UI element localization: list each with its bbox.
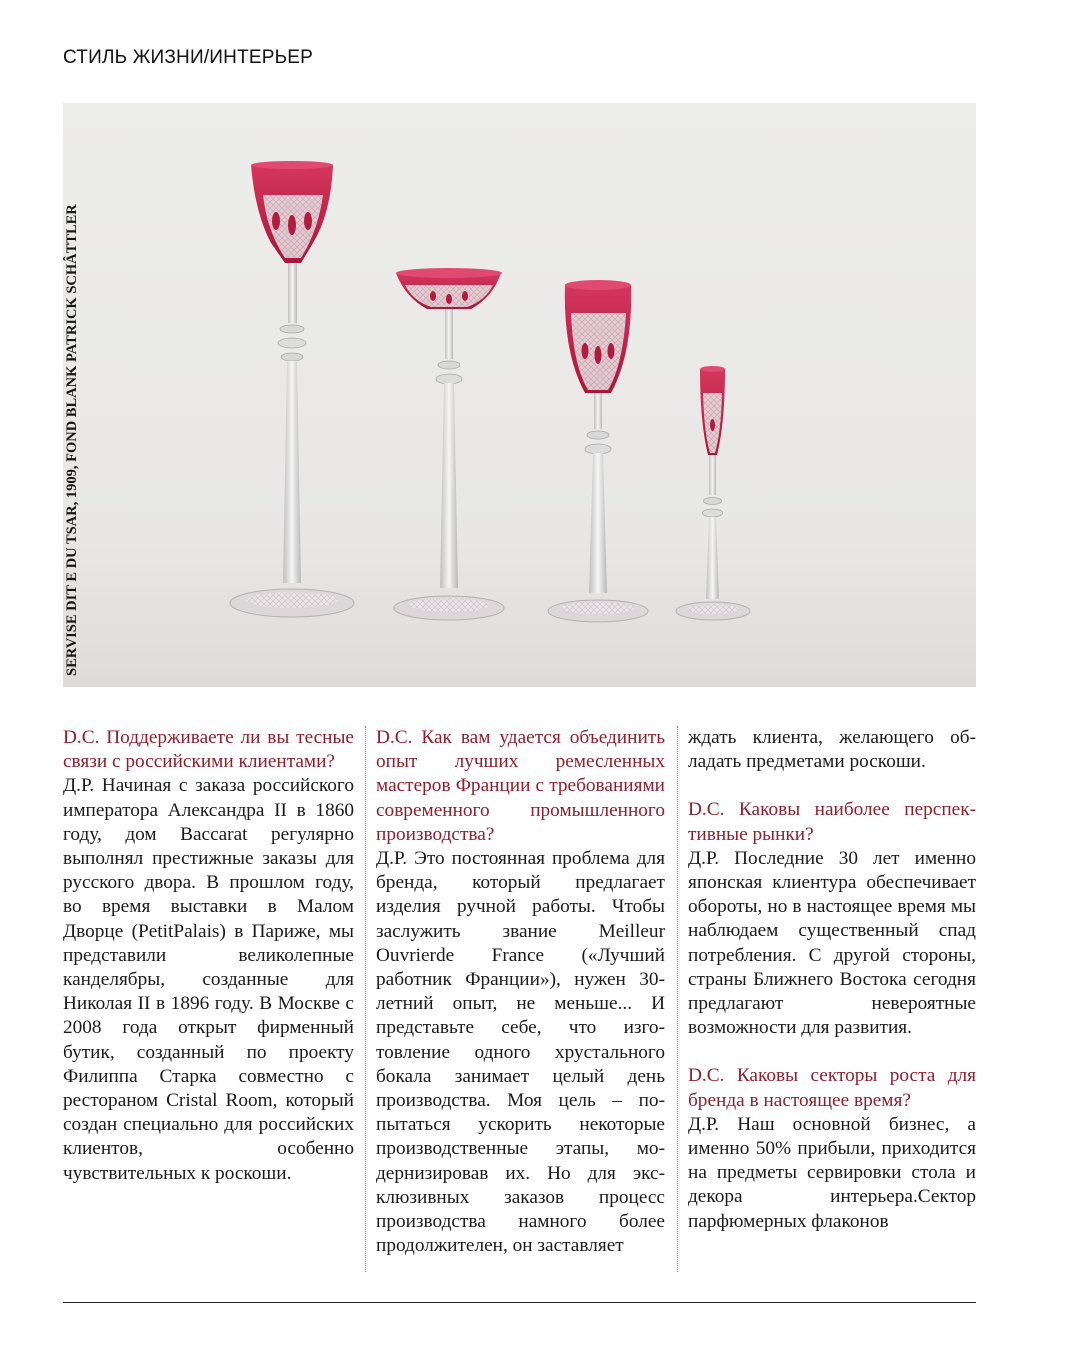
article-column-3: [688, 726, 976, 1234]
interview-answer: Д.Р. Последние 30 лет именно японская клиентура обеспечивает обороты, но в настоящее время мы наблюдаем существенный спад потребления. С другой стороны, страны Ближнего Востока сегодня предлагают невероятные возможности для развития.: [688, 847, 976, 1039]
interview-question: D.C. Как вам удается объединить опыт лучших ремесленных мастеров Франции с требованиями современного промышленного производства?: [376, 727, 665, 845]
section-header: СТИЛЬ ЖИЗНИ/ИНТЕРЬЕР: [63, 47, 314, 68]
interview-answer: Д.Р. Наш основной бизнес, а именно 50% прибыли, приходится на предметы сервировки стола и декора интерьера.Сектор парфюмерных флаконов: [688, 1113, 976, 1232]
interview-question: D.C. Каковы секторы роста для бренда в настоящее время?: [688, 1065, 976, 1111]
column-separator: [677, 726, 678, 1272]
column-separator: [365, 726, 366, 1272]
crystal-glasses-photo: [63, 103, 976, 687]
article-column-2: [376, 726, 665, 1258]
interview-question: D.C. Поддерживаете ли вы тесные связи с российскими клиентами?: [63, 727, 354, 773]
interview-answer: Д.Р. Это постоянная проблема для бренда, который предлагает изделия ручной работы. Чтобы заслужить звание Meilleur Ouvrierde France («Лучший работник Франции»), нужен 30-летний опыт, не меньше... И представьте себе, что изготовление одного хрустального бокала занимает целый день производства. Моя цель – попытаться ускорить некоторые производственные этапы, модернизировав их. Но для эксклюзивных заказов процесс производства намного более продолжителен, он заставляет: [376, 848, 665, 1257]
interview-answer: Д.Р. Начиная с заказа российского императора Александра II в 1860 году, дом Baccarat регулярно выполнял престижные заказы для русского двора. В прошлом году, во время выставки в Малом Дворце (PetitPalais) в Париже, мы представили великолепные канделябры, созданные для Николая II в 1896 году. В Москве с 2008 года открыт фирменный бутик, созданный по проекту Филиппа Старка совместно с рестораном Cristal Room, который создан специально для российских клиентов, особенно чувствительных к роскоши.: [63, 775, 354, 1184]
photo-credit: SERVISE DIT E DU TSAR, 1909, FOND BLANK PATRICK SCHÂTTLER: [64, 204, 80, 676]
article-column-1: [63, 726, 354, 1186]
answer-continuation: ждать клиента, желающего обладать предметами роскоши.: [688, 727, 976, 773]
footer-rule: [63, 1302, 976, 1303]
interview-question: D.C. Каковы наиболее перспективные рынки?: [688, 799, 976, 845]
